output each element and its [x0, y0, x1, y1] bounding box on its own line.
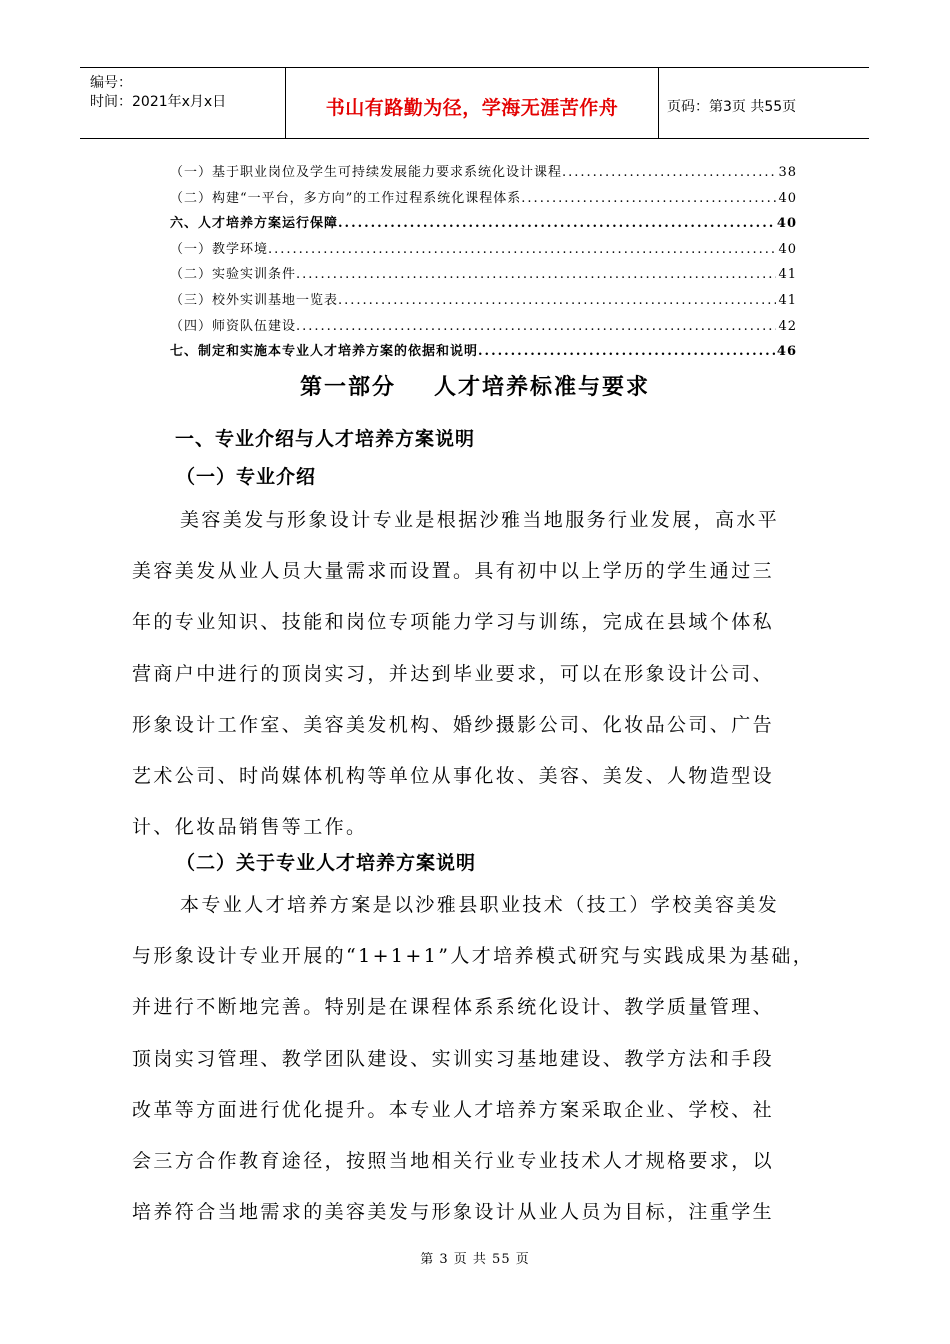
toc-entry[interactable] — [170, 160, 797, 186]
toc-entry-title: （一）基于职业岗位及学生可持续发展能力要求系统化设计课程 — [170, 165, 563, 180]
toc-leader-dots — [562, 160, 776, 186]
table-of-contents — [170, 160, 797, 365]
subsection-heading: （一）专业介绍 — [176, 466, 317, 488]
text-line: 顶岗实习管理、教学团队建设、实训实习基地建设、教学方法和手段 — [132, 1047, 775, 1070]
text-line: 与形象设计专业开展的“1+1+1”人才培养模式研究与实践成果为基础， — [132, 945, 815, 968]
text-line: 本专业人才培养方案是以沙雅县职业技术（技工）学校美容美发 — [180, 894, 780, 916]
toc-leader-dots — [268, 237, 776, 263]
toc-leader-dots — [338, 288, 776, 314]
part-title-number: 第一部分 — [299, 374, 396, 400]
text-line: 形象设计工作室、美容美发机构、婚纱摄影公司、化妆品公司、广告 — [132, 713, 775, 736]
part-title — [0, 370, 950, 401]
toc-entry[interactable] — [170, 186, 797, 212]
text-line: 会三方合作教育途径，按照当地相关行业专业技术人才规格要求，以 — [132, 1149, 775, 1172]
toc-entry-page: 38 — [778, 165, 797, 180]
toc-entry[interactable] — [170, 211, 797, 237]
page-footer: 第 3 页 共 55 页 — [420, 1252, 530, 1267]
toc-entry-title: （一）教学环境 — [170, 241, 269, 257]
text-line: 培养符合当地需求的美容美发与形象设计从业人员为目标，注重学生 — [132, 1201, 775, 1224]
toc-entry[interactable] — [170, 288, 797, 314]
toc-entry[interactable] — [170, 314, 797, 340]
toc-entry-title: 六、人才培养方案运行保障 — [170, 216, 339, 232]
toc-entry-page: 40 — [776, 216, 797, 232]
toc-entry[interactable] — [170, 262, 797, 288]
code-label: 编号： — [90, 75, 132, 91]
toc-entry-title: 七、制定和实施本专业人才培养方案的依据和说明 — [170, 344, 479, 360]
text-line: 改革等方面进行优化提升。本专业人才培养方案采取企业、学校、社 — [132, 1098, 775, 1121]
header-meta — [80, 68, 285, 138]
header-motto: 书山有路勤为径，学海无涯苦作舟 — [285, 68, 659, 138]
toc-entry-page: 40 — [778, 190, 797, 206]
subsection-heading: （二）关于专业人才培养方案说明 — [176, 852, 477, 874]
paragraph-intro — [132, 495, 822, 853]
toc-leader-dots — [521, 186, 776, 212]
toc-entry-title: （二）实验实训条件 — [170, 267, 297, 283]
text-line: 艺术公司、时尚媒体机构等单位从事化妆、美容、美发、人物造型设 — [132, 764, 775, 787]
page-header — [80, 67, 869, 139]
text-line: 美容美发与形象设计专业是根据沙雅当地服务行业发展，高水平 — [180, 509, 780, 531]
toc-entry[interactable] — [170, 339, 797, 365]
text-line: 并进行不断地完善。特别是在课程体系系统化设计、教学质量管理、 — [132, 996, 775, 1019]
section-heading: 一、专业介绍与人才培养方案说明 — [175, 428, 476, 450]
toc-entry[interactable] — [170, 237, 797, 263]
part-title-text: 人才培养标准与要求 — [434, 374, 651, 400]
toc-entry-page: 40 — [778, 241, 797, 257]
toc-entry-page: 41 — [778, 292, 797, 308]
text-line: 美容美发从业人员大量需求而设置。具有初中以上学历的学生通过三 — [132, 560, 775, 583]
toc-leader-dots — [478, 339, 775, 365]
toc-entry-title: （二）构建“一平台，多方向”的工作过程系统化课程体系 — [170, 190, 522, 206]
toc-entry-page: 41 — [778, 267, 797, 283]
toc-leader-dots — [296, 262, 776, 288]
text-line: 年的专业知识、技能和岗位专项能力学习与训练，完成在县域个体私 — [132, 611, 775, 634]
text-line: 营商户中进行的顶岗实习，并达到毕业要求，可以在形象设计公司、 — [132, 662, 775, 685]
toc-entry-page: 46 — [776, 344, 797, 360]
toc-leader-dots — [338, 211, 775, 237]
toc-leader-dots — [296, 314, 776, 340]
toc-entry-title: （四）师资队伍建设 — [170, 318, 297, 334]
toc-entry-page: 42 — [778, 318, 797, 334]
toc-entry-title: （三）校外实训基地一览表 — [170, 292, 339, 308]
text-line: 计、化妆品销售等工作。 — [132, 816, 368, 839]
header-page-info: 页码：第3页 共55页 — [667, 99, 797, 115]
paragraph-plan — [132, 880, 822, 1238]
time-label: 时间：2021年x月x日 — [90, 94, 227, 110]
